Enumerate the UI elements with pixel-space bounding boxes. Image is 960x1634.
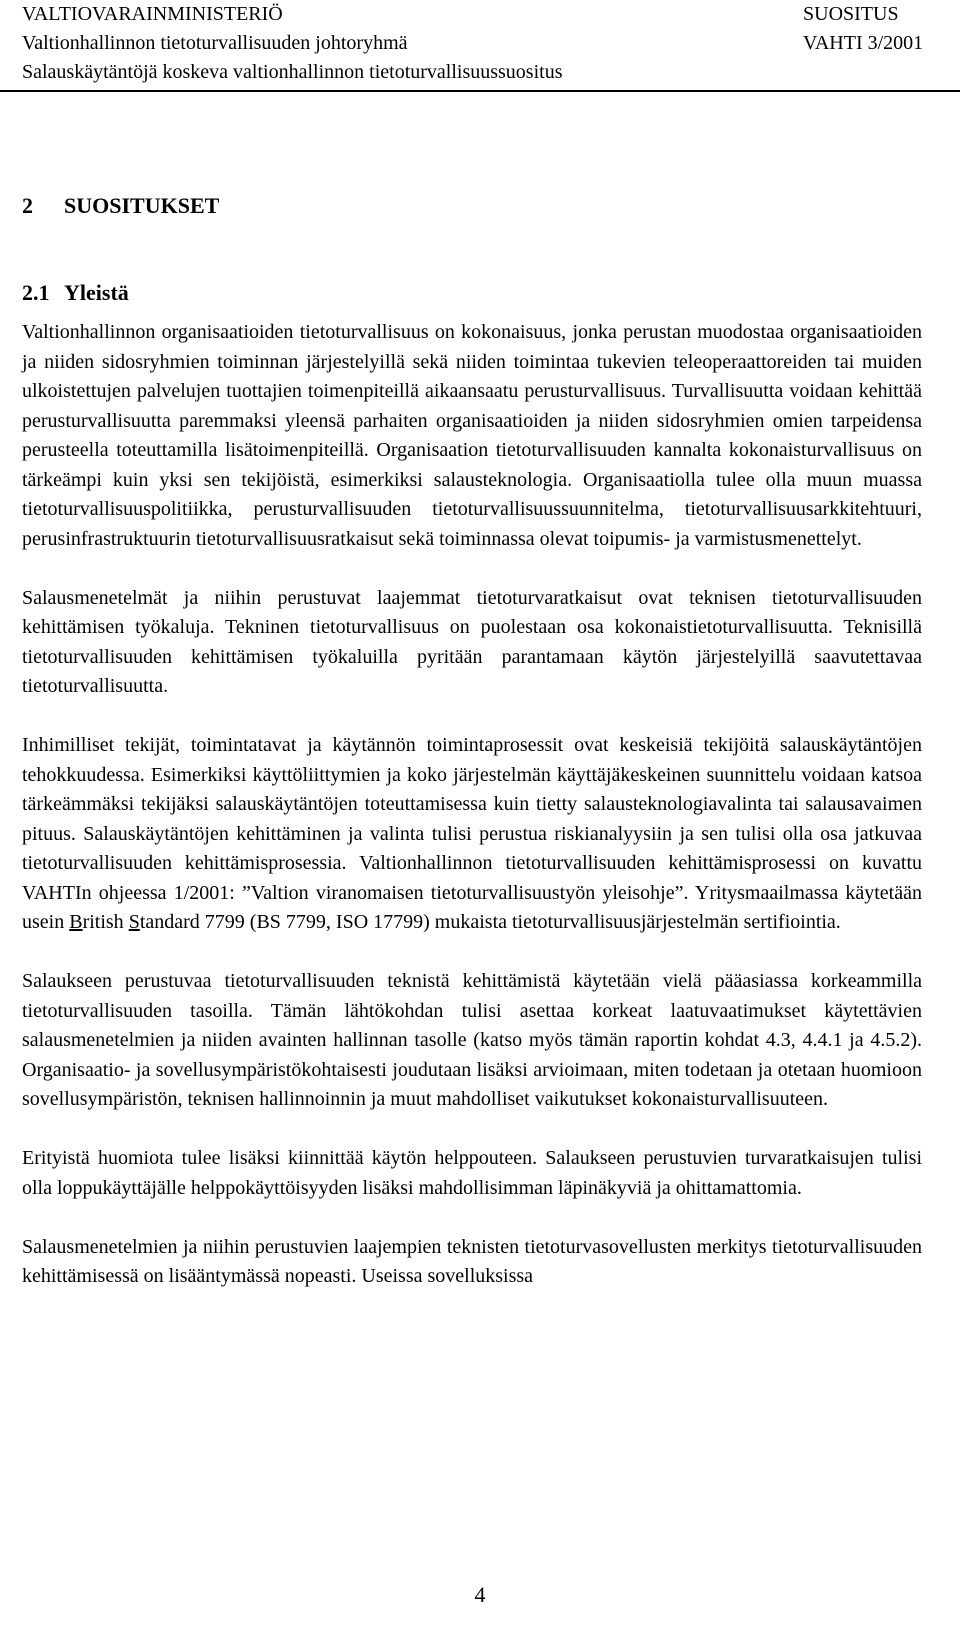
page-number: 4 [474, 1582, 486, 1607]
paragraph-1: Valtionhallinnon organisaatioiden tietoturvallisuus on kokonaisuus, jonka perustan muodostaa organisaatioiden ja niiden sidosryhmien toiminnan järjestelyillä sekä niiden toimintaa tukevien teleoperaattoreiden tai muiden ulkoistettujen palvelujen tuottajien toimenpiteillä aikaansaatu perusturvallisuus. Turvallisuutta voidaan kehittää perusturvallisuutta paremmaksi yleensä parhaiten organisaatioiden ja niiden sidosryhmien omien tarpeidensa perusteella toteuttamilla lisätoimenpiteillä. Organisaation tietoturvallisuuden kannalta kokonaisturvallisuus on tärkeämpi kuin yksi sen tekijöistä, esimerkiksi salausteknologia. Organisaatiolla tulee olla muun muassa tietoturvallisuuspolitiikka, perusturvallisuuden tietoturvallisuussuunnitelma, tietoturvallisuusarkkitehtuuri, perusinfrastruktuurin tietoturvallisuusratkaisut sekä toiminnassa olevat toipumis- ja varmistusmenettelyt. [22, 321, 922, 550]
subsection-title: Yleistä [64, 280, 129, 305]
subsection-number: 2.1 [22, 280, 50, 305]
header-divider [0, 90, 960, 92]
paragraph-4: Salaukseen perustuvaa tietoturvallisuuden teknistä kehittämistä käytetään vielä pääasiassa korkeammilla tietoturvallisuuden tasoilla. Tämän lähtökohdan tulisi asettaa korkeat laatuvaatimukset käytettävien salausmenetelmien ja niiden avainten hallinnan tasolle (katso myös tämän raportin kohdat 4.3, 4.4.1 ja 4.5.2). Organisaatio- ja sovellusympäristökohtaisesti joudutaan lisäksi arvioimaan, miten todetaan ja otetaan huomioon sovellusympäristön, teknisen hallinnoinnin ja muut mahdolliset vaikutukset kokonaisturvallisuuteen. [22, 970, 922, 1110]
header-organization: VALTIOVARAINMINISTERIÖ [22, 3, 283, 25]
underlined-initial-b: B [69, 911, 83, 933]
section-heading [22, 193, 219, 219]
underlined-initial-s: S [128, 911, 140, 933]
header-committee: Valtionhallinnon tietoturvallisuuden johtoryhmä [22, 32, 408, 54]
page-header [22, 0, 937, 87]
paragraph-3-text-a: Inhimilliset tekijät, toimintatavat ja käytännön toimintaprosessit ovat keskeisiä tekijöitä salauskäytäntöjen tehokkuudessa. Esimerkiksi käyttöliittymien ja koko järjestelmän käyttäjäkeskeinen suunnittelu voidaan katsoa tärkeämmäksi tekijäksi salauskäytäntöjen toteuttamisessa kuin tietty salausteknologiavalinta tai salausavaimen pituus. Salauskäytäntöjen kehittäminen ja valinta tulisi perustua riskianalyysiin ja sen tulisi olla osa jatkuvaa tietoturvallisuuden kehittämisprosessia. Valtionhallinnon tietoturvallisuuden kehittämisprosessi on kuvattu VAHTIn ohjeessa 1/2001: ”Valtion viranomaisen tietoturvallisuustyön yleisohje”. Yritysmaailmassa käytetään usein [22, 734, 922, 933]
paragraph-6: Salausmenetelmien ja niihin perustuvien laajempien teknisten tietoturvasovellusten merkitys tietoturvallisuuden kehittämisessä on lisääntymässä nopeasti. Useissa sovelluksissa [22, 1235, 922, 1287]
paragraph-3 [22, 731, 922, 938]
paragraph-2: Salausmenetelmät ja niihin perustuvat laajemmat tietoturvaratkaisut ovat teknisen tietoturvallisuuden kehittämisen työkaluja. Tekninen tietoturvallisuus on puolestaan osa kokonaistietoturvallisuutta. Teknisillä tietoturvallisuuden kehittämisen työkaluilla pyritään parantamaan käytön järjestelyillä saavutettavaa tietoturvallisuutta. [22, 586, 922, 697]
header-document-id: VAHTI 3/2001 [803, 32, 924, 54]
header-document-type: SUOSITUS [803, 3, 899, 25]
paragraph-5: Erityistä huomiota tulee lisäksi kiinnittää käytön helppouteen. Salaukseen perustuvien turvaratkaisujen tulisi olla loppukäyttäjälle helppokäyttöisyyden lisäksi mahdollisimman läpinäkyviä ja ohittamattomia. [22, 1147, 922, 1199]
paragraph-3-text-b: ritish [82, 911, 129, 933]
body-text [22, 318, 922, 1321]
subsection-heading [22, 280, 129, 306]
header-row-2 [22, 29, 937, 58]
paragraph-3-text-c: tandard 7799 (BS 7799, ISO 17799) mukaista tietoturvallisuusjärjestelmän sertifiointia. [139, 911, 841, 933]
header-row-1 [22, 0, 937, 29]
header-document-title: Salauskäytäntöjä koskeva valtionhallinnon tietoturvallisuussuositus [22, 61, 563, 83]
section-number: 2 [22, 193, 33, 218]
header-row-3 [22, 58, 937, 87]
section-title: SUOSITUKSET [64, 193, 220, 218]
